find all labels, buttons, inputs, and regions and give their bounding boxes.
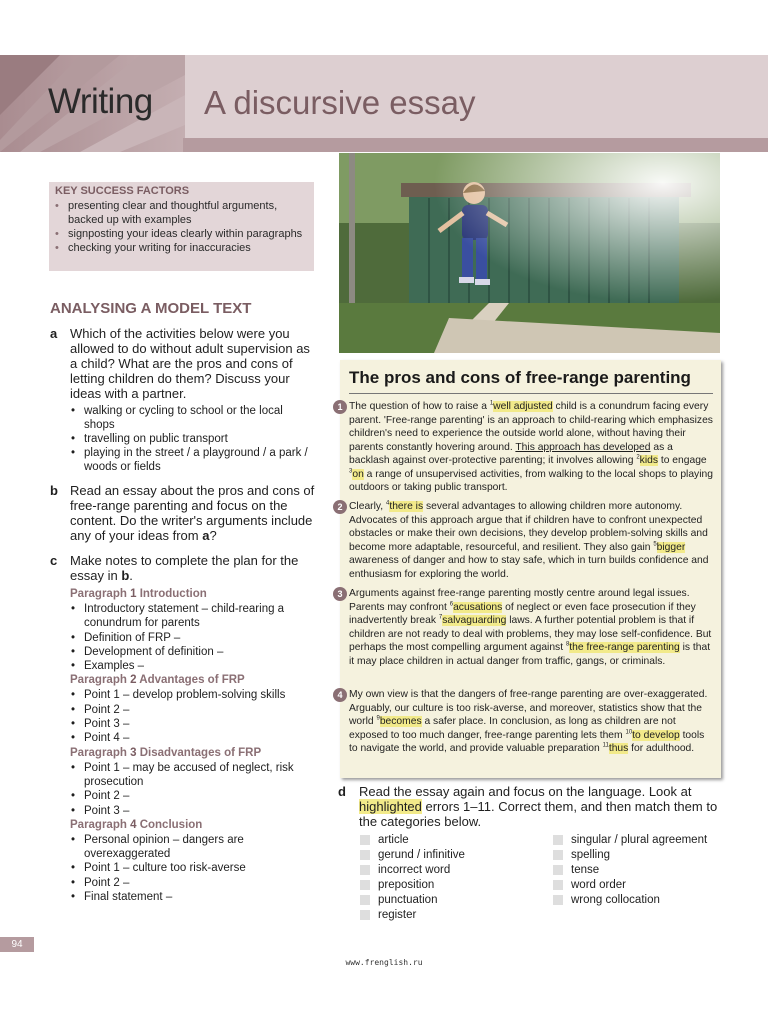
error-number: 11 <box>602 742 609 749</box>
highlighted-error: becomes <box>379 716 422 727</box>
activity-list <box>70 404 310 474</box>
plan-heading-word: Paragraph <box>70 818 127 831</box>
paragraph-number: 3 <box>333 587 347 601</box>
essay-paragraph-3 <box>337 587 715 668</box>
highlighted-error: kids <box>639 455 658 466</box>
plan-item: • Point 3 – <box>70 717 315 731</box>
list-item: • walking or cycling to school or the local shops <box>70 404 310 432</box>
plan-item: • Final statement – <box>70 890 315 904</box>
plan-heading-name: Conclusion <box>139 818 203 831</box>
highlighted-error: the free-range parenting <box>569 642 680 653</box>
task-text: Which of the activities below were you allowed to do without adult supervision as a child? What are the pros and cons of letting children do them? Discuss your ideas with a partner. <box>70 326 310 401</box>
task-text-part: Make notes to complete the plan for the essay in <box>70 553 299 583</box>
category-checkbox-item[interactable]: singular / plural agreement <box>553 833 707 848</box>
task-text-part: Read an essay about the pros and cons of free-range parenting and focus on the content. Do the writer's arguments include any of your ideas from <box>70 483 315 543</box>
photo-child-balancing <box>339 153 720 353</box>
model-essay <box>337 360 721 778</box>
plan-item: • Point 3 – <box>70 804 315 818</box>
category-checkbox-item[interactable]: spelling <box>553 848 707 863</box>
error-number: 3 <box>349 468 353 475</box>
paragraph-number: 1 <box>333 400 347 414</box>
plan-heading-number: 3 <box>130 746 137 759</box>
essay-text: child is a conundrum facing every parent. 'Free-range parenting' is an approach to child-rearing which emphasizes children's need to experience the outside world alone, without having their parents constantly hovering around. <box>349 401 713 453</box>
essay-text: for adulthood. <box>628 743 695 754</box>
task-text-part: . <box>129 568 133 583</box>
task-reference: a <box>202 528 210 543</box>
category-checkbox-item[interactable]: article <box>360 833 465 848</box>
paragraph-number: 2 <box>333 500 347 514</box>
section-title: Writing <box>48 82 153 121</box>
essay-text: of neglect or even face prosecution if they inadvertently break <box>349 601 696 626</box>
plan-heading <box>70 746 315 761</box>
category-checkbox-item[interactable]: punctuation <box>360 893 465 908</box>
error-number: 5 <box>653 541 657 548</box>
list-item: • presenting clear and thoughtful arguments, backed up with examples <box>55 199 311 227</box>
plan-heading <box>70 673 315 688</box>
plan-heading-number: 2 <box>130 674 137 687</box>
error-number: 10 <box>625 729 633 736</box>
task-text-part: ? <box>209 528 217 543</box>
plan-heading <box>70 587 315 602</box>
error-number: 1 <box>489 400 494 407</box>
page-title: A discursive essay <box>204 84 476 121</box>
plan-list <box>70 602 315 673</box>
list-item: • playing in the street / a playground / a park / woods or fields <box>70 446 310 474</box>
essay-text: Arguments against free-range parenting mostly centre around legal issues. Parents may confront <box>349 588 690 613</box>
plan-item: • Point 1 – develop problem-solving skills <box>70 688 315 702</box>
plan-heading-number: 4 <box>130 818 137 831</box>
highlighted-word: highlighted <box>359 799 422 814</box>
category-checkbox-item[interactable]: tense <box>553 863 707 878</box>
category-checkbox-item[interactable]: preposition <box>360 878 465 893</box>
list-item: • checking your writing for inaccuracies <box>55 241 311 255</box>
plan-item: • Point 2 – <box>70 789 315 803</box>
header-accent-bar <box>183 138 768 152</box>
plan-list <box>70 761 315 818</box>
essay-title: The pros and cons of free-range parenting <box>349 368 691 387</box>
task-label: b <box>50 483 58 498</box>
plan-item: • Development of definition – <box>70 645 315 659</box>
plan-heading-name: Advantages of FRP <box>139 674 245 687</box>
list-item: • signposting your ideas clearly within paragraphs <box>55 227 311 241</box>
essay-text: tools to navigate the world, and provide valuable preparation <box>349 729 705 754</box>
task-text <box>70 553 320 583</box>
essay-text: to engage <box>657 455 707 466</box>
essay-text: several advantages to allowing children more autonomy. Advocates of this approach argue that if children have to confront unexpected obstacles or make their own decisions, they develop problem-solving skills and become more adaptable, resourceful, and resilient. They also gain <box>349 501 708 553</box>
photo-illustration <box>339 153 720 353</box>
plan-list <box>70 688 315 745</box>
task-label: c <box>50 553 58 568</box>
essay-paragraph-1 <box>337 400 715 495</box>
category-checkbox-item[interactable]: register <box>360 908 465 923</box>
task-label: d <box>338 784 346 799</box>
highlighted-error: on <box>352 468 364 480</box>
plan-heading <box>70 818 315 833</box>
essay-text: a safer place. In conclusion, as long as children are not exposed to too much danger, free-range parenting lets them <box>349 716 676 741</box>
task-text <box>70 483 320 543</box>
error-number: 7 <box>438 614 443 621</box>
paragraph-number: 4 <box>333 688 347 702</box>
essay-text: a range of unsupervised activities, from walking to the local shops to playing outdoors or taking public transport. <box>349 468 713 493</box>
key-success-title: KEY SUCCESS FACTORS <box>55 185 190 197</box>
plan-item: • Introductory statement – child-rearing a conundrum for parents <box>70 602 315 631</box>
essay-paragraph-4 <box>337 688 715 756</box>
category-checkbox-item[interactable]: wrong collocation <box>553 893 707 908</box>
underlined-phrase: This approach has developed <box>515 441 651 453</box>
highlighted-error: thus <box>608 743 629 754</box>
highlighted-error: salvaguarding <box>442 615 507 626</box>
footer-url: www.frenglish.ru <box>345 958 423 967</box>
plan-item: • Point 2 – <box>70 703 315 717</box>
category-checkbox-item[interactable]: word order <box>553 878 707 893</box>
category-checkbox-item[interactable]: gerund / infinitive <box>360 848 465 863</box>
page-number: 94 <box>0 937 34 952</box>
task-text <box>359 784 729 829</box>
plan-heading-name: Disadvantages of FRP <box>139 746 262 759</box>
section-heading: ANALYSING A MODEL TEXT <box>50 300 252 317</box>
essay-text: The question of how to raise a <box>349 401 490 412</box>
plan-heading-word: Paragraph <box>70 746 127 759</box>
key-success-factors-box <box>49 182 314 271</box>
highlighted-error: there is <box>389 501 424 512</box>
error-number: 9 <box>376 715 380 722</box>
task-label: a <box>50 326 58 341</box>
plan-item: • Personal opinion – dangers are overexaggerated <box>70 833 315 862</box>
essay-text: My own view is that the dangers of free-range parenting are over-exaggerated. Arguably, our culture is too risk-averse, and moreover, statistics show that the world <box>349 689 708 727</box>
essay-plan <box>70 587 315 904</box>
plan-heading-number: 1 <box>130 588 137 600</box>
category-list-right <box>553 833 707 908</box>
plan-item: • Point 4 – <box>70 731 315 745</box>
task-text-part: errors 1–11. Correct them, and then match them to the categories below. <box>359 799 718 829</box>
highlighted-error: acusations <box>453 601 503 613</box>
plan-item: • Examples – <box>70 659 315 673</box>
error-number: 4 <box>386 500 390 507</box>
essay-paragraph-2 <box>337 500 715 581</box>
plan-list <box>70 833 315 904</box>
essay-text: as a backlash against over-protective parenting; it involves allowing <box>349 441 673 466</box>
error-number: 6 <box>449 601 454 608</box>
plan-heading-word: Paragraph <box>70 674 127 687</box>
category-list-left <box>360 833 465 923</box>
plan-heading-word: Paragraph <box>70 588 127 600</box>
plan-item: • Point 2 – <box>70 876 315 890</box>
highlighted-error: bigger <box>656 541 686 553</box>
essay-text: laws. A further potential problem is that if children are not ready to deal with problems, they may lose self-confidence. But perhaps the most compelling argument against <box>349 615 712 653</box>
list-item: • travelling on public transport <box>70 432 310 446</box>
error-number: 2 <box>636 454 640 461</box>
plan-item: • Definition of FRP – <box>70 631 315 645</box>
error-number: 8 <box>565 641 570 648</box>
essay-text: Clearly, <box>349 501 386 512</box>
plan-item: • Point 1 – culture too risk-averse <box>70 861 315 875</box>
divider <box>349 393 713 394</box>
highlighted-error: to develop <box>632 729 680 741</box>
task-text-part: Read the essay again and focus on the language. Look at <box>359 784 692 799</box>
category-checkbox-item[interactable]: incorrect word <box>360 863 465 878</box>
task-reference: b <box>121 568 130 583</box>
highlighted-error: well adjusted <box>493 401 553 412</box>
plan-heading-name: Introduction <box>139 588 207 600</box>
key-success-list <box>55 199 311 255</box>
plan-item: • Point 1 – may be accused of neglect, risk prosecution <box>70 761 315 790</box>
essay-text: awareness of danger and how to stay safe, which in turn builds confidence and enthusiasm for exploring the world. <box>349 555 709 580</box>
essay-text: is that it may place children in actual danger from traffic, gangs, or criminals. <box>349 642 711 667</box>
